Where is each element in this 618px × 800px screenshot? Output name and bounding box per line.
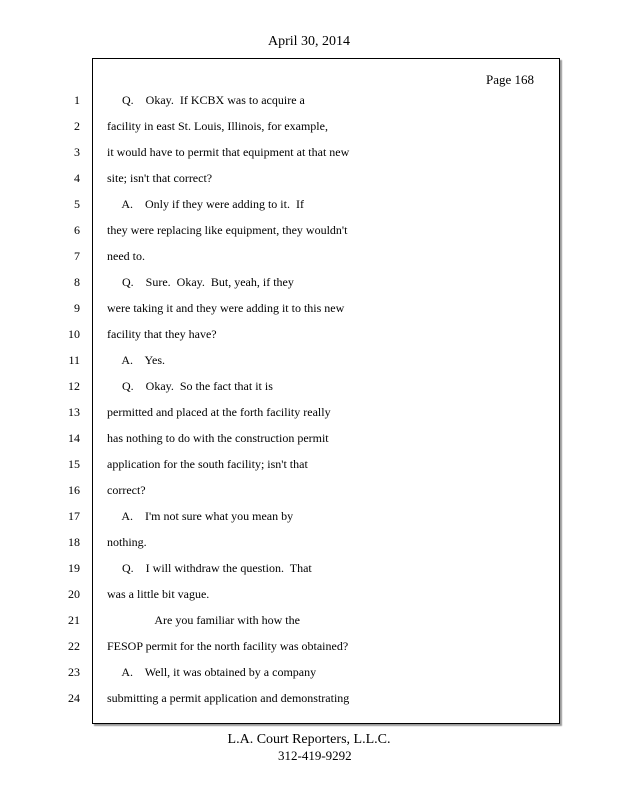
transcript-line: Are you familiar with how the — [107, 613, 300, 627]
line-number: 3 — [74, 145, 80, 159]
line-number: 7 — [74, 249, 80, 263]
line-number: 4 — [74, 171, 80, 185]
transcript-line: submitting a permit application and demonstrating — [107, 691, 350, 705]
line-number: 8 — [74, 275, 80, 289]
line-number: 19 — [68, 561, 80, 575]
transcript-line: was a little bit vague. — [107, 587, 210, 601]
footer-phone: 312-419-9292 — [278, 748, 352, 763]
transcript-line: nothing. — [107, 535, 147, 549]
transcript-line: A. Yes. — [107, 353, 166, 367]
transcript-line: Q. Okay. If KCBX was to acquire a — [107, 93, 305, 107]
transcript-line: site; isn't that correct? — [107, 171, 213, 185]
line-number: 21 — [68, 613, 80, 627]
line-number: 15 — [68, 457, 80, 471]
line-number: 9 — [74, 301, 80, 315]
line-number: 13 — [68, 405, 80, 419]
line-number: 2 — [74, 119, 80, 133]
line-number: 20 — [68, 587, 80, 601]
transcript-line: A. I'm not sure what you mean by — [107, 509, 294, 523]
line-number: 10 — [68, 327, 80, 341]
line-number: 5 — [74, 197, 80, 211]
transcript-line: need to. — [107, 249, 145, 263]
transcript-line: Q. Okay. So the fact that it is — [107, 379, 273, 393]
page-number: Page 168 — [486, 72, 535, 87]
transcript-line: has nothing to do with the construction permit — [107, 431, 329, 445]
line-number: 14 — [68, 431, 80, 445]
header-date: April 30, 2014 — [267, 34, 351, 49]
transcript-line: correct? — [107, 483, 146, 497]
line-number: 11 — [68, 353, 80, 367]
transcript-line: application for the south facility; isn't that — [107, 457, 308, 471]
line-number: 17 — [68, 509, 80, 523]
transcript-line: facility that they have? — [107, 327, 217, 341]
line-number: 1 — [74, 93, 80, 107]
transcript-line: Q. Sure. Okay. But, yeah, if they — [107, 275, 294, 289]
transcript-line: Q. I will withdraw the question. That — [107, 561, 312, 575]
line-number: 24 — [68, 691, 80, 705]
transcript-line: it would have to permit that equipment at that new — [107, 145, 350, 159]
transcript-line: were taking it and they were adding it to this new — [107, 301, 345, 315]
transcript-line: A. Only if they were adding to it. If — [107, 197, 304, 211]
transcript-line: permitted and placed at the forth facility really — [107, 405, 331, 419]
footer-company: L.A. Court Reporters, L.L.C. — [227, 732, 391, 747]
transcript-line: they were replacing like equipment, they wouldn't — [107, 223, 348, 237]
line-number: 22 — [68, 639, 80, 653]
transcript-line: facility in east St. Louis, Illinois, for example, — [107, 119, 328, 133]
transcript-line: FESOP permit for the north facility was obtained? — [107, 639, 349, 653]
line-number: 18 — [68, 535, 80, 549]
line-number: 12 — [68, 379, 80, 393]
line-number: 23 — [68, 665, 80, 679]
line-number: 16 — [68, 483, 80, 497]
transcript-line: A. Well, it was obtained by a company — [107, 665, 317, 679]
line-number: 6 — [74, 223, 80, 237]
